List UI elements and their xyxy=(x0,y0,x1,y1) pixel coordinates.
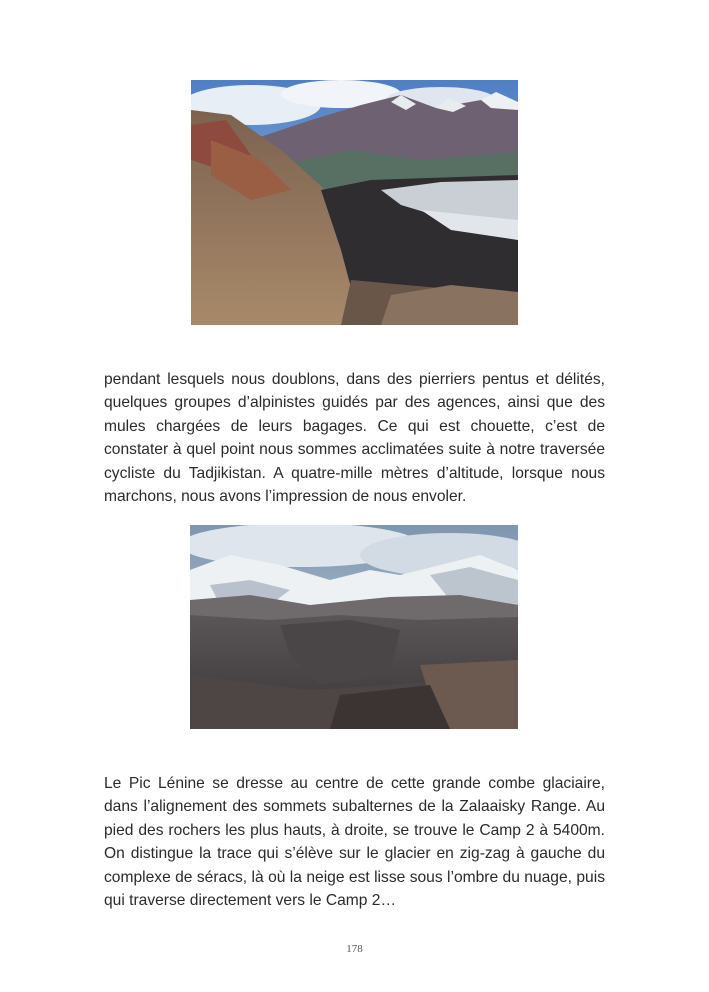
paragraph-1: pendant lesquels nous doublons, dans des pierriers pentus et délités, quelques groupes d’alpinistes guidés par des agences, ainsi que des mules chargées de leurs bagages. Ce qui est chouette, c’est de constater à quel point nous sommes acclimatées suite à notre traversée cycliste du Tadjikistan. A quatre-mille mètres d’altitude, lorsque nous marchons, nous avons l’impression de nous envoler. xyxy=(104,371,605,506)
photo-glacier-valley xyxy=(191,80,518,325)
page-number: 178 xyxy=(346,943,363,955)
paragraph-2: Le Pic Lénine se dresse au centre de cette grande combe glaciaire, dans l’alignement des sommets subalternes de la Zalaaisky Range. Au pied des rochers les plus hauts, à droite, se trouve le Camp 2 à 5400m. On distingue la trace qui s’élève sur le glacier en zig-zag à gauche du complexe de séracs, là où la neige est lisse sous l’ombre du nuage, puis qui traverse directement vers le Camp 2… xyxy=(104,775,605,910)
photo-pic-lenine-combe xyxy=(190,525,518,729)
